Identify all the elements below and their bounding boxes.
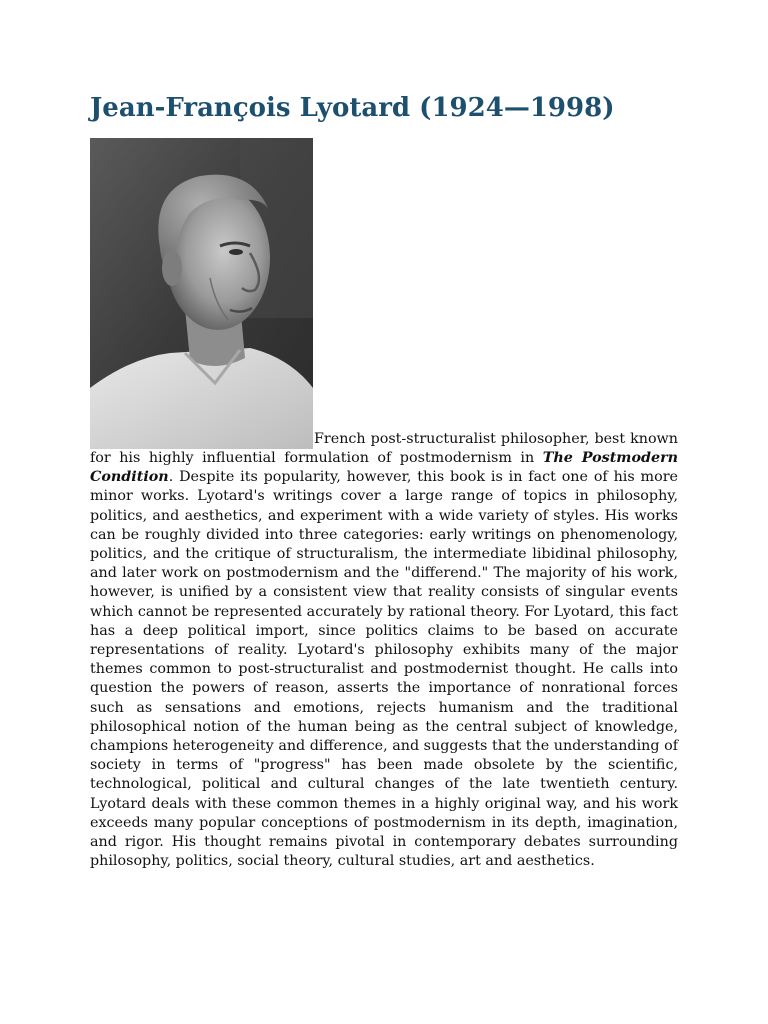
portrait-photo (90, 138, 313, 449)
intro-text: French post-structuralist philosopher, best known for his highly influential formulation of postmodernism in (90, 430, 678, 466)
article (90, 88, 678, 871)
page-title: Jean-François Lyotard (1924—1998) (90, 93, 615, 123)
book-title: The Postmodern Condition (90, 450, 678, 486)
article-body (90, 138, 678, 871)
body-text: . Despite its popularity, however, this book is in fact one of his more minor works. Lyotard's writings cover a large range of topics in philosophy, politics, and aesthetics, and experiment with a wide variety of styles. His works can be roughly divided into three categories: early writings on phenomenology, politics, and the critique of structuralism, the intermediate libidinal philosophy, and later work on postmodernism and the "differend." The majority of his work, however, is unified by a consistent view that reality consists of singular events which cannot be represented accurately by rational theory. For Lyotard, this fact has a deep political import, since politics claims to be based on accurate representations of reality. Lyotard's philosophy exhibits many of the major themes common to post-structuralist and postmodernist thought. He calls into question the powers of reason, asserts the importance of nonrational forces such as sensations and emotions, rejects humanism and the traditional philosophical notion of the human being as the central subject of knowledge, champions heterogeneity and difference, and suggests that the understanding of society in terms of "progress" has been made obsolete by the scientific, technological, political and cultural changes of the late twentieth century. Lyotard deals with these common themes in a highly original way, and his work exceeds many popular conceptions of postmodernism in its depth, imagination, and rigor. His thought remains pivotal in contemporary debates surrounding philosophy, politics, social theory, cultural studies, art and aesthetics. (90, 469, 678, 870)
